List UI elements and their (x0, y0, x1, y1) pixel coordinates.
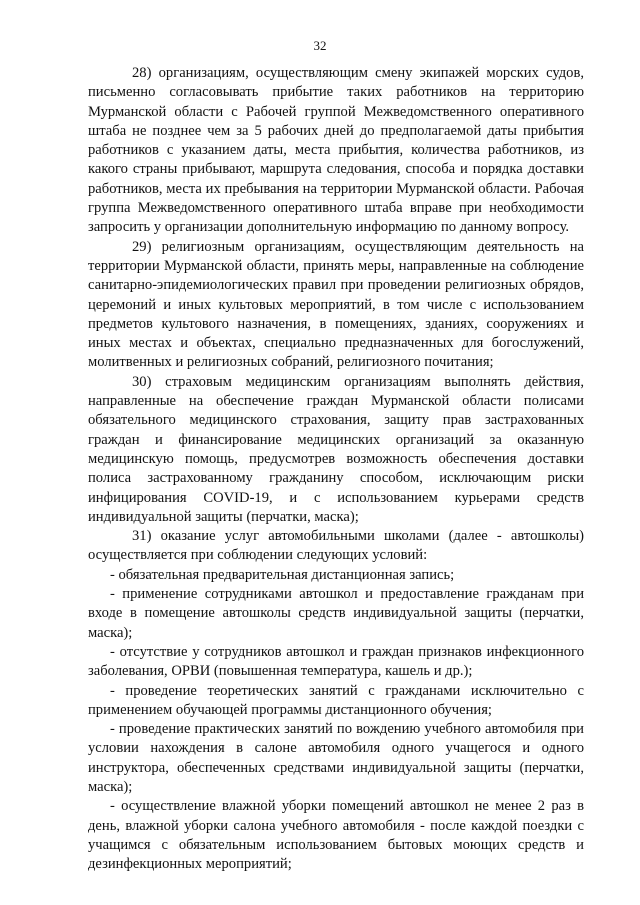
list-item: - применение сотрудниками автошкол и предоставление гражданам при входе в помещение автошколы средств индивидуальной защиты (перчатки, маска); (88, 586, 584, 641)
list-item: - отсутствие у сотрудников автошкол и граждан признаков инфекционного заболевания, ОРВИ (повышенная температура, кашель и др.); (88, 643, 584, 680)
paragraph-30: 30) страховым медицинским организациям выполнять действия, направленные на обеспечение граждан Мурманской области полисами обязательного медицинского страхования, защиту прав застрахованных граждан и финансирование медицинских организаций за оказанную медицинскую помощь, предусмотрев возможность обеспечения доставки полиса застрахованному гражданину способом, исключающим риски инфицирования COVID-19, и с использованием курьерами средств индивидуальной защиты (перчатки, маска); (88, 373, 584, 525)
list-item: - проведение теоретических занятий с гражданами исключительно с применением обучающей программы дистанционного обучения; (88, 682, 584, 718)
list-item: - осуществление влажной уборки помещений автошкол не менее 2 раз в день, влажной уборки салона учебного автомобиля - после каждой поездки с учащимся с обязательным использованием бытовых моющих средств и дезинфекционных мероприятий; (88, 798, 584, 873)
paragraph-28: 28) организациям, осуществляющим смену экипажей морских судов, письменно согласовывать прибытие таких работников на территорию Мурманской области с Рабочей группой Межведомственного оперативного штаба не позднее чем за 5 рабочих дней до предполагаемой даты прибытия работников с указанием даты, места прибытия, количества работников, из какого страны прибывают, маршрута следования, способа и порядка доставки работников, места их пребывания на территории Мурманской области. Рабочая группа Межведомственного оперативного штаба вправе при необходимости запросить у организации дополнительную информацию по данному вопросу. (88, 65, 584, 236)
paragraph-31: 31) оказание услуг автомобильными школами (далее - автошколы) осуществляется при соблюдении следующих условий: (88, 528, 584, 564)
paragraph-29: 29) религиозным организациям, осуществляющим деятельность на территории Мурманской области, принять меры, направленные на соблюдение санитарно-эпидемиологических правил при проведении религиозных обрядов, церемоний и иных культовых мероприятий, в том числе с использованием предметов культового назначения, в помещениях, зданиях, сооружениях и иных местах и объектах, специально предназначенных для богослужений, молитвенных и религиозных собраний, религиозного почитания; (88, 238, 584, 371)
page-number: 32 (313, 38, 327, 53)
list-item: - обязательная предварительная дистанционная запись; (110, 566, 455, 583)
document-body (88, 64, 584, 874)
list-item: - проведение практических занятий по вождению учебного автомобиля при условии нахождения в салоне автомобиля одного учащегося и одного инструктора, обеспеченных средствами индивидуальной защиты (перчатки, маска); (88, 721, 584, 795)
